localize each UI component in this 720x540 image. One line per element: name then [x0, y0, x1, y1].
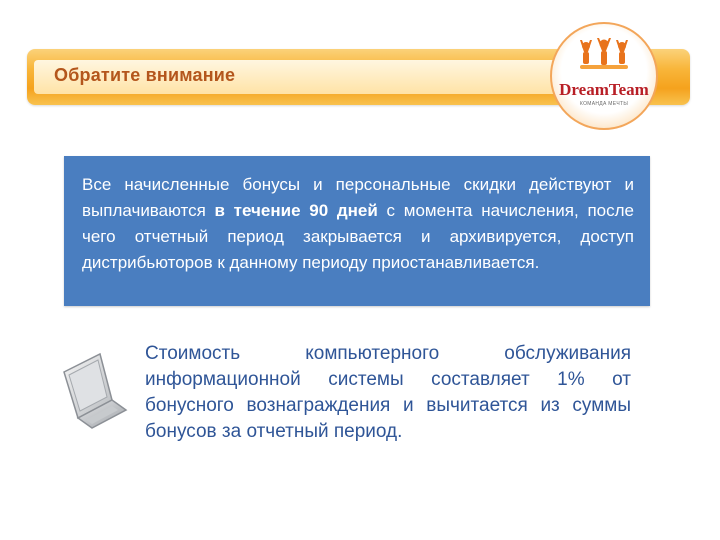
cost-text: Стоимость компьютерного обслуживания информационной системы составляет 1% от бонусного вознаграждения и вычитается из суммы бонусов за отчетный период. [145, 343, 631, 442]
laptop-icon [56, 350, 130, 430]
info-text [82, 172, 634, 276]
info-text-part2: с момента начисления, после чего отчетный период закрывается и архивируется, доступ дистрибьюторов к данному периоду приостанавливается. [82, 201, 634, 272]
info-text-bold: в течение 90 дней [214, 201, 378, 220]
info-text-part1: Все начисленные бонусы и персональные скидки действуют и выплачиваются [82, 175, 634, 220]
logo-subtitle: КОМАНДА МЕЧТЫ [579, 101, 629, 107]
team-people-icon [576, 38, 632, 78]
logo-brand-text: DreamTeam [559, 80, 649, 99]
page-title: Обратите внимание [54, 65, 236, 85]
